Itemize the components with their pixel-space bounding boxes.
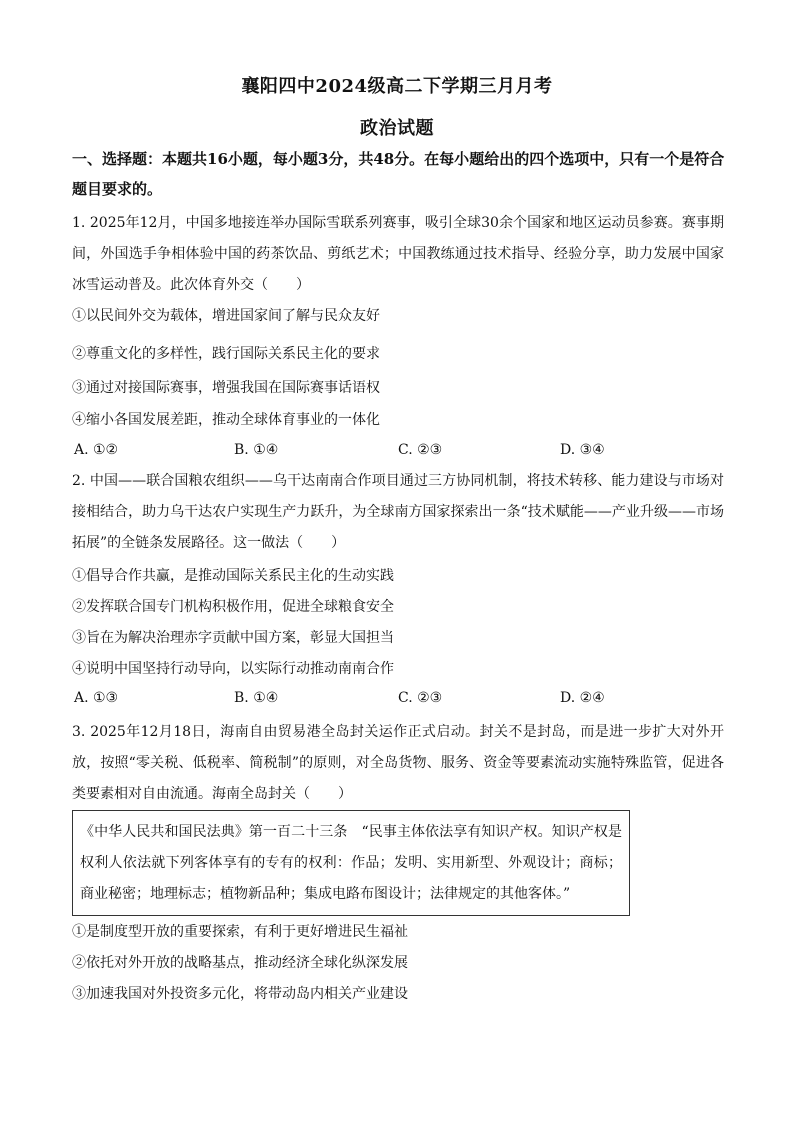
quote-box: 《中华人民共和国民法典》第一百二十三条 “民事主体依法享有知识产权。知识产权是权利人依法就下列客体享有的专有的权利：作品；发明、实用新型、外观设计；商标；商业秘密；地理标志；植物新品种；集成电路布图设计；法律规定的其他客体。” xyxy=(72,810,630,916)
question-2-item-4: ④说明中国坚持行动导向，以实际行动推动南南合作 xyxy=(72,661,394,677)
option-b[interactable]: B. ①④ xyxy=(234,442,279,458)
option-c[interactable]: C. ②③ xyxy=(398,690,443,706)
question-2-item-3: ③旨在为解决治理赤字贡献中国方案，彰显大国担当 xyxy=(72,630,394,646)
exam-title: 襄阳四中2024级高二下学期三月月考 xyxy=(241,76,553,97)
question-2-stem: 2. 中国——联合国粮农组织——乌干达南南合作项目通过三方协同机制，将技术转移、能力建设与市场对接相结合，助力乌干达农户实现生产力跃升，为全球南方国家探索出一条“技术赋能——产业升级——市场拓展”的全链条发展路径。这一做法（ ） xyxy=(72,473,724,551)
option-c[interactable]: C. ②③ xyxy=(398,442,443,458)
question-3-item-1: ①是制度型开放的重要探索，有利于更好增进民生福祉 xyxy=(72,924,408,940)
question-3-stem: 3. 2025年12月18日，海南自由贸易港全岛封关运作正式启动。封关不是封岛，而是进一步扩大对外开放，按照“零关税、低税率、简税制”的原则，对全岛货物、服务、资金等要素流动实施特殊监管，促进各类要素相对自由流通。海南全岛封关（ ） xyxy=(72,724,724,802)
option-a[interactable]: A. ①③ xyxy=(74,690,119,706)
section-heading: 一、选择题：本题共16小题，每小题3分，共48分。在每小题给出的四个选项中，只有一个是符合题目要求的。 xyxy=(72,150,725,198)
question-3-item-2: ②依托对外开放的战略基点，推动经济全球化纵深发展 xyxy=(72,955,408,971)
option-a[interactable]: A. ①② xyxy=(74,442,119,458)
question-2-item-2: ②发挥联合国专门机构积极作用，促进全球粮食安全 xyxy=(72,599,394,615)
question-2-item-1: ①倡导合作共赢，是推动国际关系民主化的生动实践 xyxy=(72,568,394,584)
question-1-options xyxy=(74,442,734,462)
option-b[interactable]: B. ①④ xyxy=(234,690,279,706)
option-d[interactable]: D. ②④ xyxy=(560,690,605,706)
option-d[interactable]: D. ③④ xyxy=(560,442,605,458)
question-1-item-2: ②尊重文化的多样性，践行国际关系民主化的要求 xyxy=(72,346,380,362)
question-1-stem: 1. 2025年12月，中国多地接连举办国际雪联系列赛事，吸引全球30余个国家和地区运动员参赛。赛事期间，外国选手争相体验中国的药茶饮品、剪纸艺术；中国教练通过技术指导、经验分享，助力发展中国家冰雪运动普及。此次体育外交（ ） xyxy=(72,215,724,293)
question-3-item-3: ③加速我国对外投资多元化，将带动岛内相关产业建设 xyxy=(72,986,408,1002)
question-1-item-4: ④缩小各国发展差距，推动全球体育事业的一体化 xyxy=(72,412,380,428)
question-2-options xyxy=(74,690,734,710)
question-1-item-1: ①以民间外交为载体，增进国家间了解与民众友好 xyxy=(72,308,380,324)
exam-subject: 政治试题 xyxy=(360,118,434,139)
question-1-item-3: ③通过对接国际赛事，增强我国在国际赛事话语权 xyxy=(72,380,380,396)
